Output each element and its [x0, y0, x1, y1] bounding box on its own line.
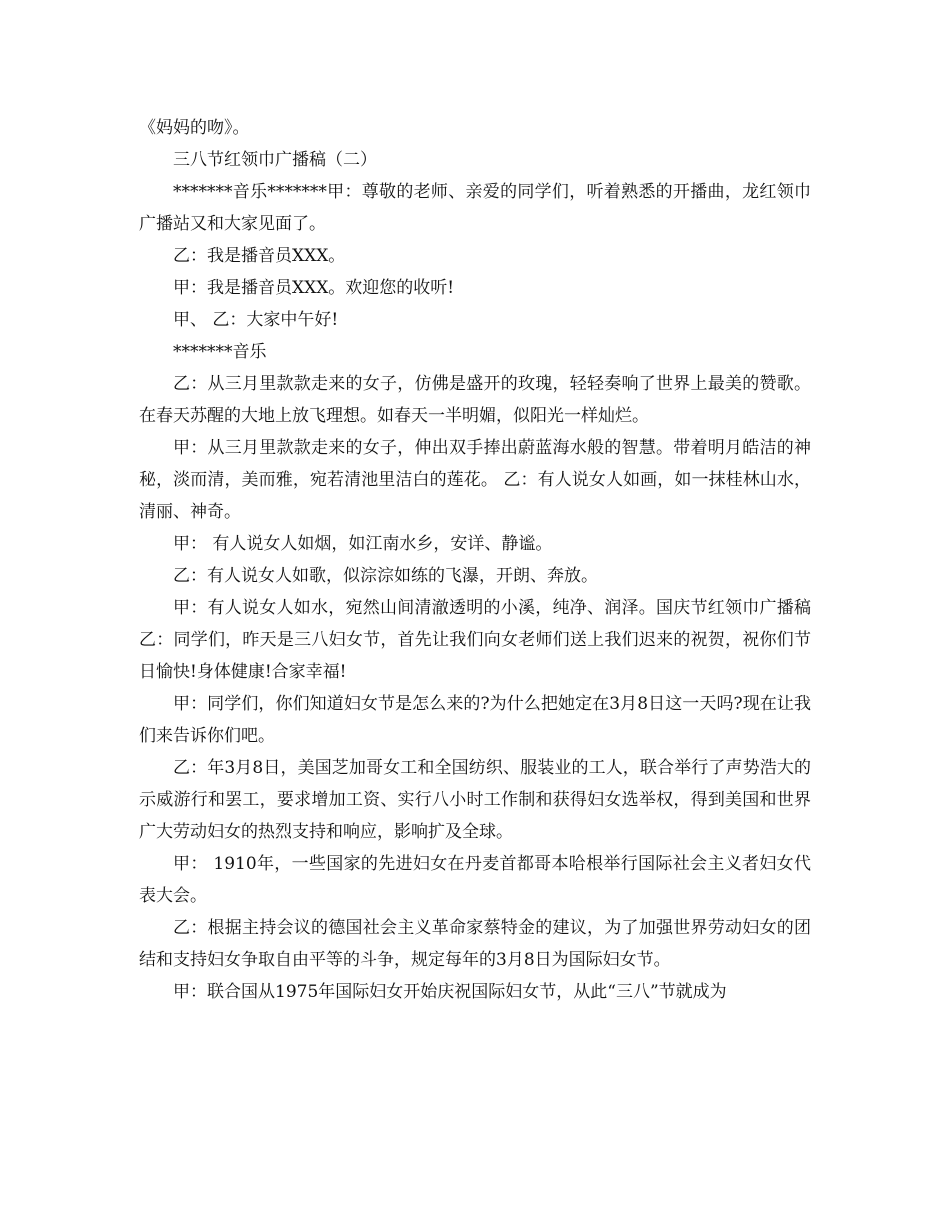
paragraph: 甲：我是播音员XXX。欢迎您的收听!	[173, 278, 455, 298]
paragraph: 甲： 1910年，一些国家的先进妇女在丹麦首都哥本哈根举行国际社会主义者妇女代表大会。	[139, 854, 811, 906]
paragraph: 乙：从三月里款款走来的女子，仿佛是盛开的玫瑰，轻轻奏响了世界上最美的赞歌。在春天苏醒的大地上放飞理想。如春天一半明媚，似阳光一样灿烂。	[139, 374, 811, 426]
paragraph: 乙：年3月8日，美国芝加哥女工和全国纺织、服装业的工人，联合举行了声势浩大的示威游行和罢工，要求增加工资、实行八小时工作制和获得妇女选举权，得到美国和世界广大劳动妇女的热烈支持和响应，影响扩及全球。	[139, 758, 811, 842]
paragraph: 乙：我是播音员XXX。	[173, 246, 346, 266]
paragraph: 甲：联合国从1975年国际妇女开始庆祝国际妇女节，从此“三八”节就成为	[173, 982, 727, 1002]
paragraph: 三八节红领巾广播稿（二）	[173, 150, 377, 170]
paragraph: *******音乐*******甲：尊敬的老师、亲爱的同学们，听着熟悉的开播曲，龙红领巾广播站又和大家见面了。	[139, 182, 811, 234]
paragraph: 乙：根据主持会议的德国社会主义革命家蔡特金的建议，为了加强世界劳动妇女的团结和支持妇女争取自由平等的斗争，规定每年的3月8日为国际妇女节。	[139, 918, 811, 970]
paragraph: 甲：有人说女人如水，宛然山间清澈透明的小溪，纯净、润泽。国庆节红领巾广播稿乙：同学们，昨天是三八妇女节，首先让我们向女老师们送上我们迟来的祝贺，祝你们节日愉快!身体健康!合家幸福!	[139, 598, 811, 682]
paragraph: 乙：有人说女人如歌，似淙淙如练的飞瀑，开朗、奔放。	[173, 566, 598, 586]
paragraph: 甲： 有人说女人如烟，如江南水乡，安详、静谧。	[173, 534, 553, 554]
paragraph: 《妈妈的吻》。	[139, 118, 250, 138]
document-body	[139, 112, 811, 1008]
paragraph: 甲：同学们，你们知道妇女节是怎么来的?为什么把她定在3月8日这一天吗?现在让我们来告诉你们吧。	[139, 694, 811, 746]
paragraph: 甲：从三月里款款走来的女子，伸出双手捧出蔚蓝海水般的智慧。带着明月皓洁的神秘，淡而清，美而雅，宛若清池里洁白的莲花。 乙：有人说女人如画，如一抹桂林山水，清丽、神奇。	[139, 438, 811, 522]
paragraph: *******音乐	[173, 342, 267, 362]
paragraph: 甲、 乙：大家中午好!	[173, 310, 339, 330]
